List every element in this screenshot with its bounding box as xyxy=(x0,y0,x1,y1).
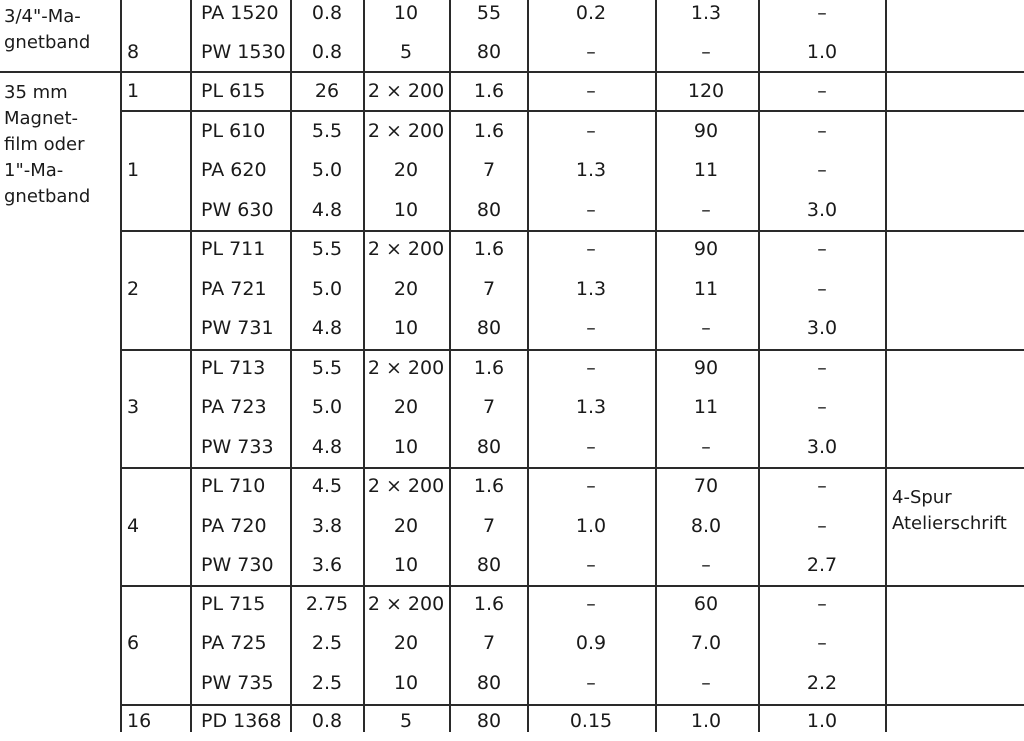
value-cell: 20 xyxy=(393,159,419,181)
value-cell: 2 × 200 xyxy=(367,80,445,102)
value-cell: 8.0 xyxy=(690,515,722,537)
row-divider xyxy=(120,585,1024,587)
value-cell: 3.0 xyxy=(806,199,838,221)
value-cell: 1.6 xyxy=(473,475,505,497)
value-cell: 1.0 xyxy=(806,710,838,732)
value-cell: 4.5 xyxy=(311,475,343,497)
value-cell: – xyxy=(817,2,827,24)
type-code-cell: PW 733 xyxy=(201,436,274,458)
value-cell: – xyxy=(586,554,596,576)
type-code-cell: PL 711 xyxy=(201,238,266,260)
value-cell: 1.0 xyxy=(690,710,722,732)
value-cell: 2.7 xyxy=(806,554,838,576)
type-code-cell: PL 715 xyxy=(201,593,266,615)
value-cell: – xyxy=(586,80,596,102)
type-code-cell: PW 730 xyxy=(201,554,274,576)
value-cell: – xyxy=(586,199,596,221)
value-cell: 1.6 xyxy=(473,120,505,142)
value-cell: 20 xyxy=(393,396,419,418)
track-number: 1 xyxy=(127,80,140,102)
row-divider xyxy=(0,71,120,73)
type-code-cell: PL 713 xyxy=(201,357,266,379)
value-cell: – xyxy=(586,593,596,615)
value-cell: 80 xyxy=(476,554,502,576)
value-cell: 70 xyxy=(693,475,719,497)
value-cell: 5.5 xyxy=(311,357,343,379)
row-divider xyxy=(120,467,1024,469)
value-cell: 90 xyxy=(693,120,719,142)
value-cell: – xyxy=(817,475,827,497)
value-cell: – xyxy=(586,475,596,497)
value-cell: 80 xyxy=(476,436,502,458)
value-cell: 2.2 xyxy=(806,672,838,694)
row-divider xyxy=(120,230,1024,232)
type-code-cell: PW 735 xyxy=(201,672,274,694)
value-cell: 7 xyxy=(482,632,496,654)
value-cell: 80 xyxy=(476,672,502,694)
value-cell: 7 xyxy=(482,159,496,181)
type-code-cell: PA 725 xyxy=(201,632,267,654)
value-cell: 0.8 xyxy=(311,41,343,63)
value-cell: 5.5 xyxy=(311,120,343,142)
value-cell: 4.8 xyxy=(311,317,343,339)
value-cell: – xyxy=(817,396,827,418)
value-cell: 5.5 xyxy=(311,238,343,260)
value-cell: – xyxy=(817,278,827,300)
value-cell: 2.5 xyxy=(311,632,343,654)
value-cell: 2.5 xyxy=(311,672,343,694)
track-number: 16 xyxy=(127,710,152,732)
value-cell: 1.3 xyxy=(575,278,607,300)
value-cell: – xyxy=(817,238,827,260)
value-cell: 5 xyxy=(399,41,413,63)
value-cell: 55 xyxy=(476,2,502,24)
value-cell: – xyxy=(701,554,711,576)
value-cell: 2 × 200 xyxy=(367,593,445,615)
track-number: 1 xyxy=(127,159,140,181)
value-cell: 11 xyxy=(693,396,719,418)
track-number: 8 xyxy=(127,41,140,63)
value-cell: 1.6 xyxy=(473,80,505,102)
value-cell: 80 xyxy=(476,317,502,339)
value-cell: – xyxy=(586,672,596,694)
value-cell: 20 xyxy=(393,632,419,654)
value-cell: 2 × 200 xyxy=(367,357,445,379)
value-cell: – xyxy=(817,120,827,142)
value-cell: 1.3 xyxy=(575,159,607,181)
value-cell: 1.3 xyxy=(690,2,722,24)
value-cell: 80 xyxy=(476,199,502,221)
medium-label-magnetfilm: 35 mm Magnet- film oder 1"-Ma- gnetband xyxy=(4,82,91,207)
value-cell: 0.9 xyxy=(575,632,607,654)
value-cell: – xyxy=(586,41,596,63)
value-cell: 10 xyxy=(393,672,419,694)
type-code-cell: PA 1520 xyxy=(201,2,279,24)
value-cell: 2 × 200 xyxy=(367,120,445,142)
value-cell: – xyxy=(817,515,827,537)
value-cell: – xyxy=(586,357,596,379)
value-cell: 20 xyxy=(393,515,419,537)
value-cell: 2.75 xyxy=(305,593,349,615)
value-cell: – xyxy=(701,672,711,694)
track-note: 4-Spur Atelierschrift xyxy=(892,487,1007,534)
value-cell: 3.6 xyxy=(311,554,343,576)
value-cell: 60 xyxy=(693,593,719,615)
type-code-cell: PW 1530 xyxy=(201,41,286,63)
row-divider xyxy=(120,704,1024,706)
value-cell: – xyxy=(586,238,596,260)
value-cell: 80 xyxy=(476,41,502,63)
value-cell: 7 xyxy=(482,396,496,418)
row-divider xyxy=(120,71,1024,73)
value-cell: – xyxy=(586,317,596,339)
value-cell: 5.0 xyxy=(311,159,343,181)
value-cell: – xyxy=(817,593,827,615)
value-cell: 90 xyxy=(693,357,719,379)
row-divider xyxy=(120,110,1024,112)
type-code-cell: PA 720 xyxy=(201,515,267,537)
value-cell: 11 xyxy=(693,278,719,300)
value-cell: 26 xyxy=(314,80,340,102)
value-cell: – xyxy=(586,120,596,142)
track-number: 4 xyxy=(127,515,140,537)
value-cell: 11 xyxy=(693,159,719,181)
value-cell: 7.0 xyxy=(690,632,722,654)
value-cell: 4.8 xyxy=(311,199,343,221)
value-cell: 0.8 xyxy=(311,710,343,732)
value-cell: 120 xyxy=(687,80,725,102)
value-cell: 1.6 xyxy=(473,238,505,260)
type-code-cell: PL 615 xyxy=(201,80,266,102)
track-number: 6 xyxy=(127,632,140,654)
value-cell: 1.3 xyxy=(575,396,607,418)
value-cell: – xyxy=(817,80,827,102)
value-cell: 10 xyxy=(393,199,419,221)
value-cell: 10 xyxy=(393,2,419,24)
type-code-cell: PA 723 xyxy=(201,396,267,418)
value-cell: 7 xyxy=(482,515,496,537)
value-cell: 5.0 xyxy=(311,396,343,418)
value-cell: – xyxy=(701,199,711,221)
type-code-cell: PD 1368 xyxy=(201,710,282,732)
type-code-cell: PW 731 xyxy=(201,317,274,339)
value-cell: 90 xyxy=(693,238,719,260)
value-cell: 1.0 xyxy=(806,41,838,63)
value-cell: – xyxy=(586,436,596,458)
value-cell: 3.8 xyxy=(311,515,343,537)
value-cell: 80 xyxy=(476,710,502,732)
type-code-cell: PL 710 xyxy=(201,475,266,497)
type-code-cell: PA 620 xyxy=(201,159,267,181)
value-cell: – xyxy=(701,41,711,63)
row-divider xyxy=(120,349,1024,351)
type-code-cell: PL 610 xyxy=(201,120,266,142)
value-cell: – xyxy=(817,357,827,379)
type-code-cell: PW 630 xyxy=(201,199,274,221)
value-cell: – xyxy=(817,159,827,181)
value-cell: 0.8 xyxy=(311,2,343,24)
value-cell: 10 xyxy=(393,554,419,576)
medium-label-magnetband: 3/4"-Ma- gnetband xyxy=(4,6,91,53)
value-cell: 3.0 xyxy=(806,436,838,458)
value-cell: 10 xyxy=(393,436,419,458)
value-cell: 3.0 xyxy=(806,317,838,339)
value-cell: 0.15 xyxy=(569,710,613,732)
track-number: 2 xyxy=(127,278,140,300)
value-cell: 0.2 xyxy=(575,2,607,24)
value-cell: 4.8 xyxy=(311,436,343,458)
value-cell: 5 xyxy=(399,710,413,732)
track-number: 3 xyxy=(127,396,140,418)
type-code-cell: PA 721 xyxy=(201,278,267,300)
value-cell: – xyxy=(817,632,827,654)
value-cell: 7 xyxy=(482,278,496,300)
value-cell: 2 × 200 xyxy=(367,238,445,260)
value-cell: 5.0 xyxy=(311,278,343,300)
value-cell: – xyxy=(701,317,711,339)
value-cell: 10 xyxy=(393,317,419,339)
value-cell: 20 xyxy=(393,278,419,300)
value-cell: 1.0 xyxy=(575,515,607,537)
value-cell: – xyxy=(701,436,711,458)
value-cell: 2 × 200 xyxy=(367,475,445,497)
value-cell: 1.6 xyxy=(473,357,505,379)
value-cell: 1.6 xyxy=(473,593,505,615)
